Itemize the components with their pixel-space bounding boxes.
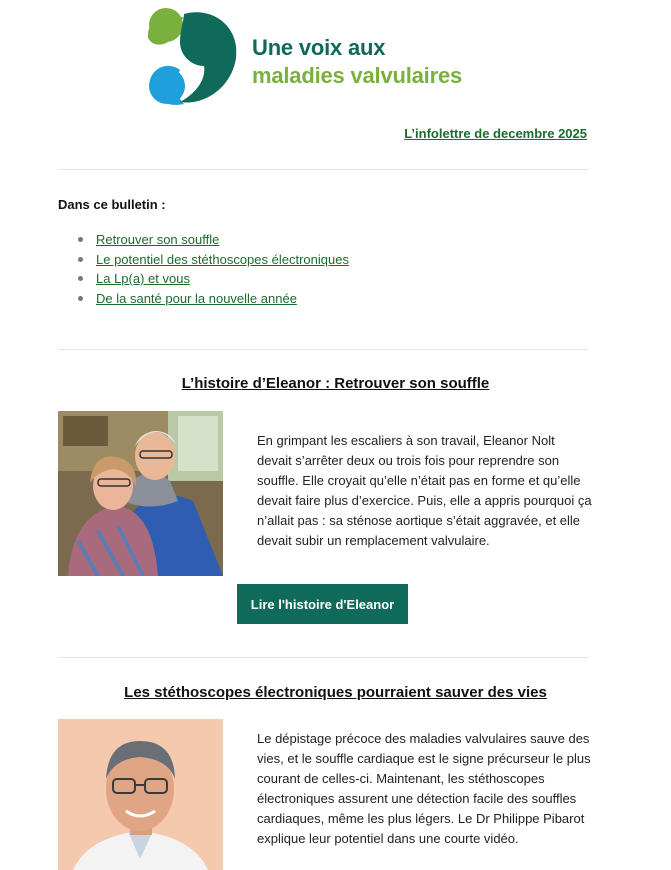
story-title-stethoscopes[interactable]: Les stéthoscopes électroniques pourraient sauver des vies: [124, 684, 547, 701]
bullet-icon: [78, 237, 83, 242]
doctor-portrait-icon: [58, 719, 223, 870]
brand-logo: [140, 6, 520, 106]
eleanor-photo: [58, 411, 223, 576]
toc-item: [78, 230, 349, 250]
toc-link[interactable]: La Lp(a) et vous: [96, 271, 190, 286]
toc-title: Dans ce bulletin :: [58, 197, 166, 212]
toc-list: [78, 230, 349, 308]
issue-link[interactable]: L’infolettre de decembre 2025: [404, 126, 587, 141]
brand-line-2: maladies valvulaires: [252, 63, 463, 88]
bullet-icon: [78, 296, 83, 301]
toc-item: [78, 250, 349, 270]
divider: [58, 657, 588, 658]
toc-link[interactable]: Retrouver son souffle: [96, 232, 220, 247]
toc-item: [78, 269, 349, 289]
couple-photo-icon: [58, 411, 223, 576]
story-title-eleanor[interactable]: L’histoire d’Eleanor : Retrouver son souffle: [181, 375, 490, 392]
divider: [58, 169, 588, 170]
bullet-icon: [78, 257, 83, 262]
toc-item: [78, 289, 349, 309]
toc-link[interactable]: Le potentiel des stéthoscopes électroniques: [96, 251, 349, 267]
story-body-eleanor: En grimpant les escaliers à son travail, Eleanor Nolt devait s’arrêter deux ou trois fois pour reprendre son souffle. Elle croyait qu’elle n’était pas en forme et qu’elle devait faire plus d’exercice. Puis, elle a appris pourquoi ça n’allait pas : sa sténose aortique s’était aggravée, et elle devait subir un remplacement valvulaire.: [257, 433, 592, 548]
brand-line-1: Une voix aux: [252, 35, 386, 60]
bullet-icon: [78, 276, 83, 281]
brand-wordmark: [252, 34, 462, 90]
logo-mark-icon: [140, 6, 240, 106]
toc-link[interactable]: De la santé pour la nouvelle année: [96, 290, 297, 306]
read-eleanor-story-button[interactable]: Lire l'histoire d'Eleanor: [237, 584, 408, 624]
doctor-photo: [58, 719, 223, 870]
story-body-stethoscopes: Le dépistage précoce des maladies valvulaires sauve des vies, et le souffle cardiaque est le signe précurseur le plus courant de celles-ci. Maintenant, les stéthoscopes électroniques assurent une détection facile des souffles cardiaques, même les plus légers. Le Dr Philippe Pibarot explique leur potentiel dans une courte vidéo.: [257, 731, 591, 846]
divider: [58, 349, 588, 350]
